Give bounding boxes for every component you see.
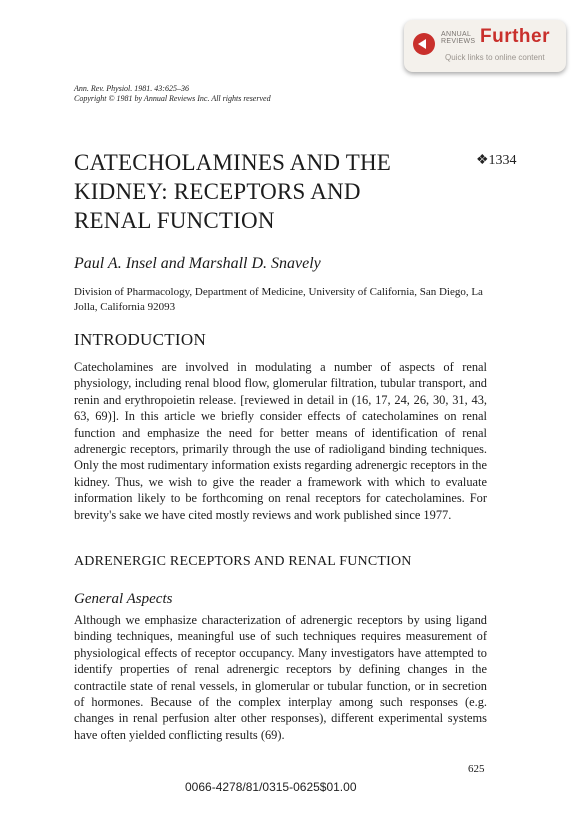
further-tagline: Quick links to online content [445,53,545,62]
citation-line-2: Copyright © 1981 by Annual Reviews Inc. All rights reserved [74,94,271,103]
authors: Paul A. Insel and Marshall D. Snavely [74,255,321,272]
further-word: Further [480,26,550,47]
page-number: 625 [468,763,485,775]
citation-line-1: Ann. Rev. Physiol. 1981. 43:625–36 [74,84,189,93]
footer-code: 0066-4278/81/0315-0625$01.00 [185,780,357,794]
citation [74,84,271,104]
brand-line-1: ANNUAL [441,31,472,38]
introduction-paragraph: Catecholamines are involved in modulating a number of aspects of renal physiology, including renal blood flow, glomerular filtration, tubular transport, and renin and erythropoietin release. [reviewed in detail in (16, 17, 24, 26, 30, 31, 43, 63, 69)]. In this article we briefly consider effects of catecholamines on renal function and emphasize the need for better means of identification of renal adrenergic receptors, primarily through the use of radioligand binding techniques. Only the most rudimentary information exists regarding adrenergic receptors in the kidney. Thus, we wish to give the reader a framework with which to evaluate information likely to be forthcoming on renal receptors for catecholamines. For brevity's sake we have cited mostly reviews and work published since 1977. [74,360,487,522]
back-arrow-icon [413,33,435,55]
article-title: CATECHOLAMINES AND THE KIDNEY: RECEPTORS AND RENAL FUNCTION [74,150,392,233]
affiliation: Division of Pharmacology, Department of Medicine, University of California, San Diego, La Jolla, California 92093 [74,286,483,313]
further-badge[interactable] [404,20,566,72]
adrenergic-heading: ADRENERGIC RECEPTORS AND RENAL FUNCTION [74,554,412,569]
annual-reviews-logo [441,31,475,45]
general-aspects-subheading: General Aspects [74,591,173,607]
brand-line-2: REVIEWS [441,38,476,45]
general-aspects-paragraph: Although we emphasize characterization of adrenergic receptors by using ligand binding techniques, meaningful use of such techniques requires measurement of physiological effects of receptor occupancy. Many investigators have attempted to identify properties of renal adrenergic receptors by defining changes in the contractile state of renal vessels, in glomerular or tubular function, or in secretion of hormones. Because of the complex interplay among such responses (e.g. changes in renal perfusion alter other responses), different experimental systems have often yielded conflicting results (69). [74,613,487,742]
article-number: ❖1334 [476,153,517,168]
introduction-heading: INTRODUCTION [74,330,207,349]
